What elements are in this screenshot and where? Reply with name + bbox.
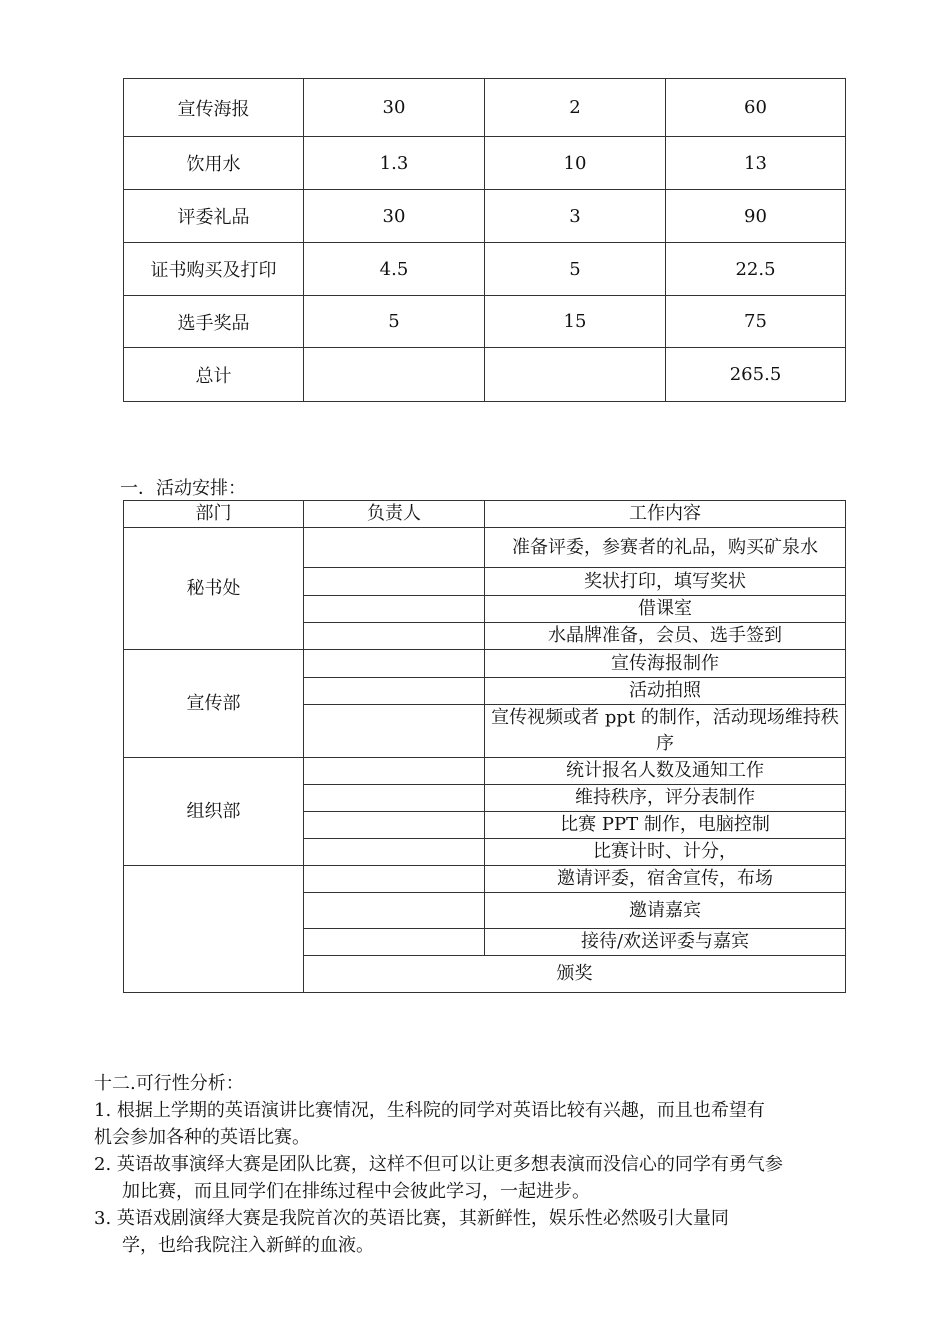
task-cell: 邀请评委，宿舍宣传，布场: [485, 866, 846, 893]
person-cell: [304, 678, 485, 705]
budget-quantity: 10: [485, 137, 666, 190]
person-cell: [304, 893, 485, 929]
person-cell: [304, 568, 485, 596]
person-cell: [304, 812, 485, 839]
budget-item: 宣传海报: [124, 79, 304, 137]
budget-quantity: [485, 348, 666, 402]
budget-item: 饮用水: [124, 137, 304, 190]
budget-unit-price: [304, 348, 485, 402]
budget-unit-price: 5: [304, 296, 485, 348]
task-cell: 宣传视频或者 ppt 的制作，活动现场维持秩序: [485, 705, 846, 758]
table-row: [124, 866, 846, 893]
task-cell: 比赛 PPT 制作，电脑控制: [485, 812, 846, 839]
table-row: [124, 79, 846, 137]
table-row: [124, 296, 846, 348]
table-row: [124, 243, 846, 296]
person-cell: [304, 839, 485, 866]
table-header-row: [124, 501, 846, 528]
feasibility-heading: 十二.可行性分析：: [94, 1073, 244, 1094]
feasibility-section: [94, 1070, 884, 1259]
feasibility-item-2-line1: 2. 英语故事演绎大赛是团队比赛，这样不但可以让更多想表演而没信心的同学有勇气参: [94, 1154, 783, 1175]
budget-total: 13: [666, 137, 846, 190]
budget-unit-price: 30: [304, 79, 485, 137]
task-cell: 水晶牌准备，会员、选手签到: [485, 623, 846, 650]
task-cell-wide: 颁奖: [304, 956, 846, 993]
column-header: 部门: [124, 501, 304, 528]
person-cell: [304, 866, 485, 893]
person-cell: [304, 650, 485, 678]
budget-quantity: 15: [485, 296, 666, 348]
department-cell: [124, 866, 304, 993]
budget-total: 75: [666, 296, 846, 348]
department-cell: 宣传部: [124, 650, 304, 758]
task-cell: 邀请嘉宾: [485, 893, 846, 929]
budget-item: 证书购买及打印: [124, 243, 304, 296]
feasibility-item-3-line2: 学，也给我院注入新鲜的血液。: [122, 1235, 374, 1256]
feasibility-item-3-line1: 3. 英语戏剧演绎大赛是我院首次的英语比赛，其新鲜性，娱乐性必然吸引大量同: [94, 1208, 729, 1229]
task-cell: 比赛计时、计分，: [485, 839, 846, 866]
person-cell: [304, 785, 485, 812]
schedule-heading: 一．活动安排：: [120, 478, 246, 499]
table-row: [124, 528, 846, 568]
person-cell: [304, 623, 485, 650]
person-cell: [304, 528, 485, 568]
schedule-table: [123, 500, 846, 993]
task-cell: 统计报名人数及通知工作: [485, 758, 846, 785]
budget-item: 评委礼品: [124, 190, 304, 243]
task-cell: 维持秩序，评分表制作: [485, 785, 846, 812]
budget-unit-price: 4.5: [304, 243, 485, 296]
column-header: 负责人: [304, 501, 485, 528]
table-row: [124, 650, 846, 678]
feasibility-item-2-line2: 加比赛，而且同学们在排练过程中会彼此学习，一起进步。: [122, 1181, 590, 1202]
budget-unit-price: 1.3: [304, 137, 485, 190]
budget-unit-price: 30: [304, 190, 485, 243]
budget-total: 22.5: [666, 243, 846, 296]
department-cell: 秘书处: [124, 528, 304, 650]
task-cell: 借课室: [485, 596, 846, 623]
budget-quantity: 5: [485, 243, 666, 296]
task-cell: 奖状打印，填写奖状: [485, 568, 846, 596]
budget-item: 总计: [124, 348, 304, 402]
feasibility-item-1-line1: 1. 根据上学期的英语演讲比赛情况，生科院的同学对英语比较有兴趣，而且也希望有: [94, 1100, 765, 1121]
column-header: 工作内容: [485, 501, 846, 528]
person-cell: [304, 596, 485, 623]
table-row: [124, 348, 846, 402]
person-cell: [304, 929, 485, 956]
table-row: [124, 758, 846, 785]
budget-item: 选手奖品: [124, 296, 304, 348]
task-cell: 宣传海报制作: [485, 650, 846, 678]
budget-total: 265.5: [666, 348, 846, 402]
task-cell: 活动拍照: [485, 678, 846, 705]
table-row: [124, 137, 846, 190]
person-cell: [304, 758, 485, 785]
budget-table: [123, 78, 846, 402]
task-cell: 接待/欢送评委与嘉宾: [485, 929, 846, 956]
budget-quantity: 3: [485, 190, 666, 243]
budget-total: 90: [666, 190, 846, 243]
person-cell: [304, 705, 485, 758]
table-row: [124, 190, 846, 243]
feasibility-item-1-line2: 机会参加各种的英语比赛。: [94, 1127, 310, 1148]
budget-total: 60: [666, 79, 846, 137]
budget-quantity: 2: [485, 79, 666, 137]
department-cell: 组织部: [124, 758, 304, 866]
task-cell: 准备评委，参赛者的礼品，购买矿泉水: [485, 528, 846, 568]
